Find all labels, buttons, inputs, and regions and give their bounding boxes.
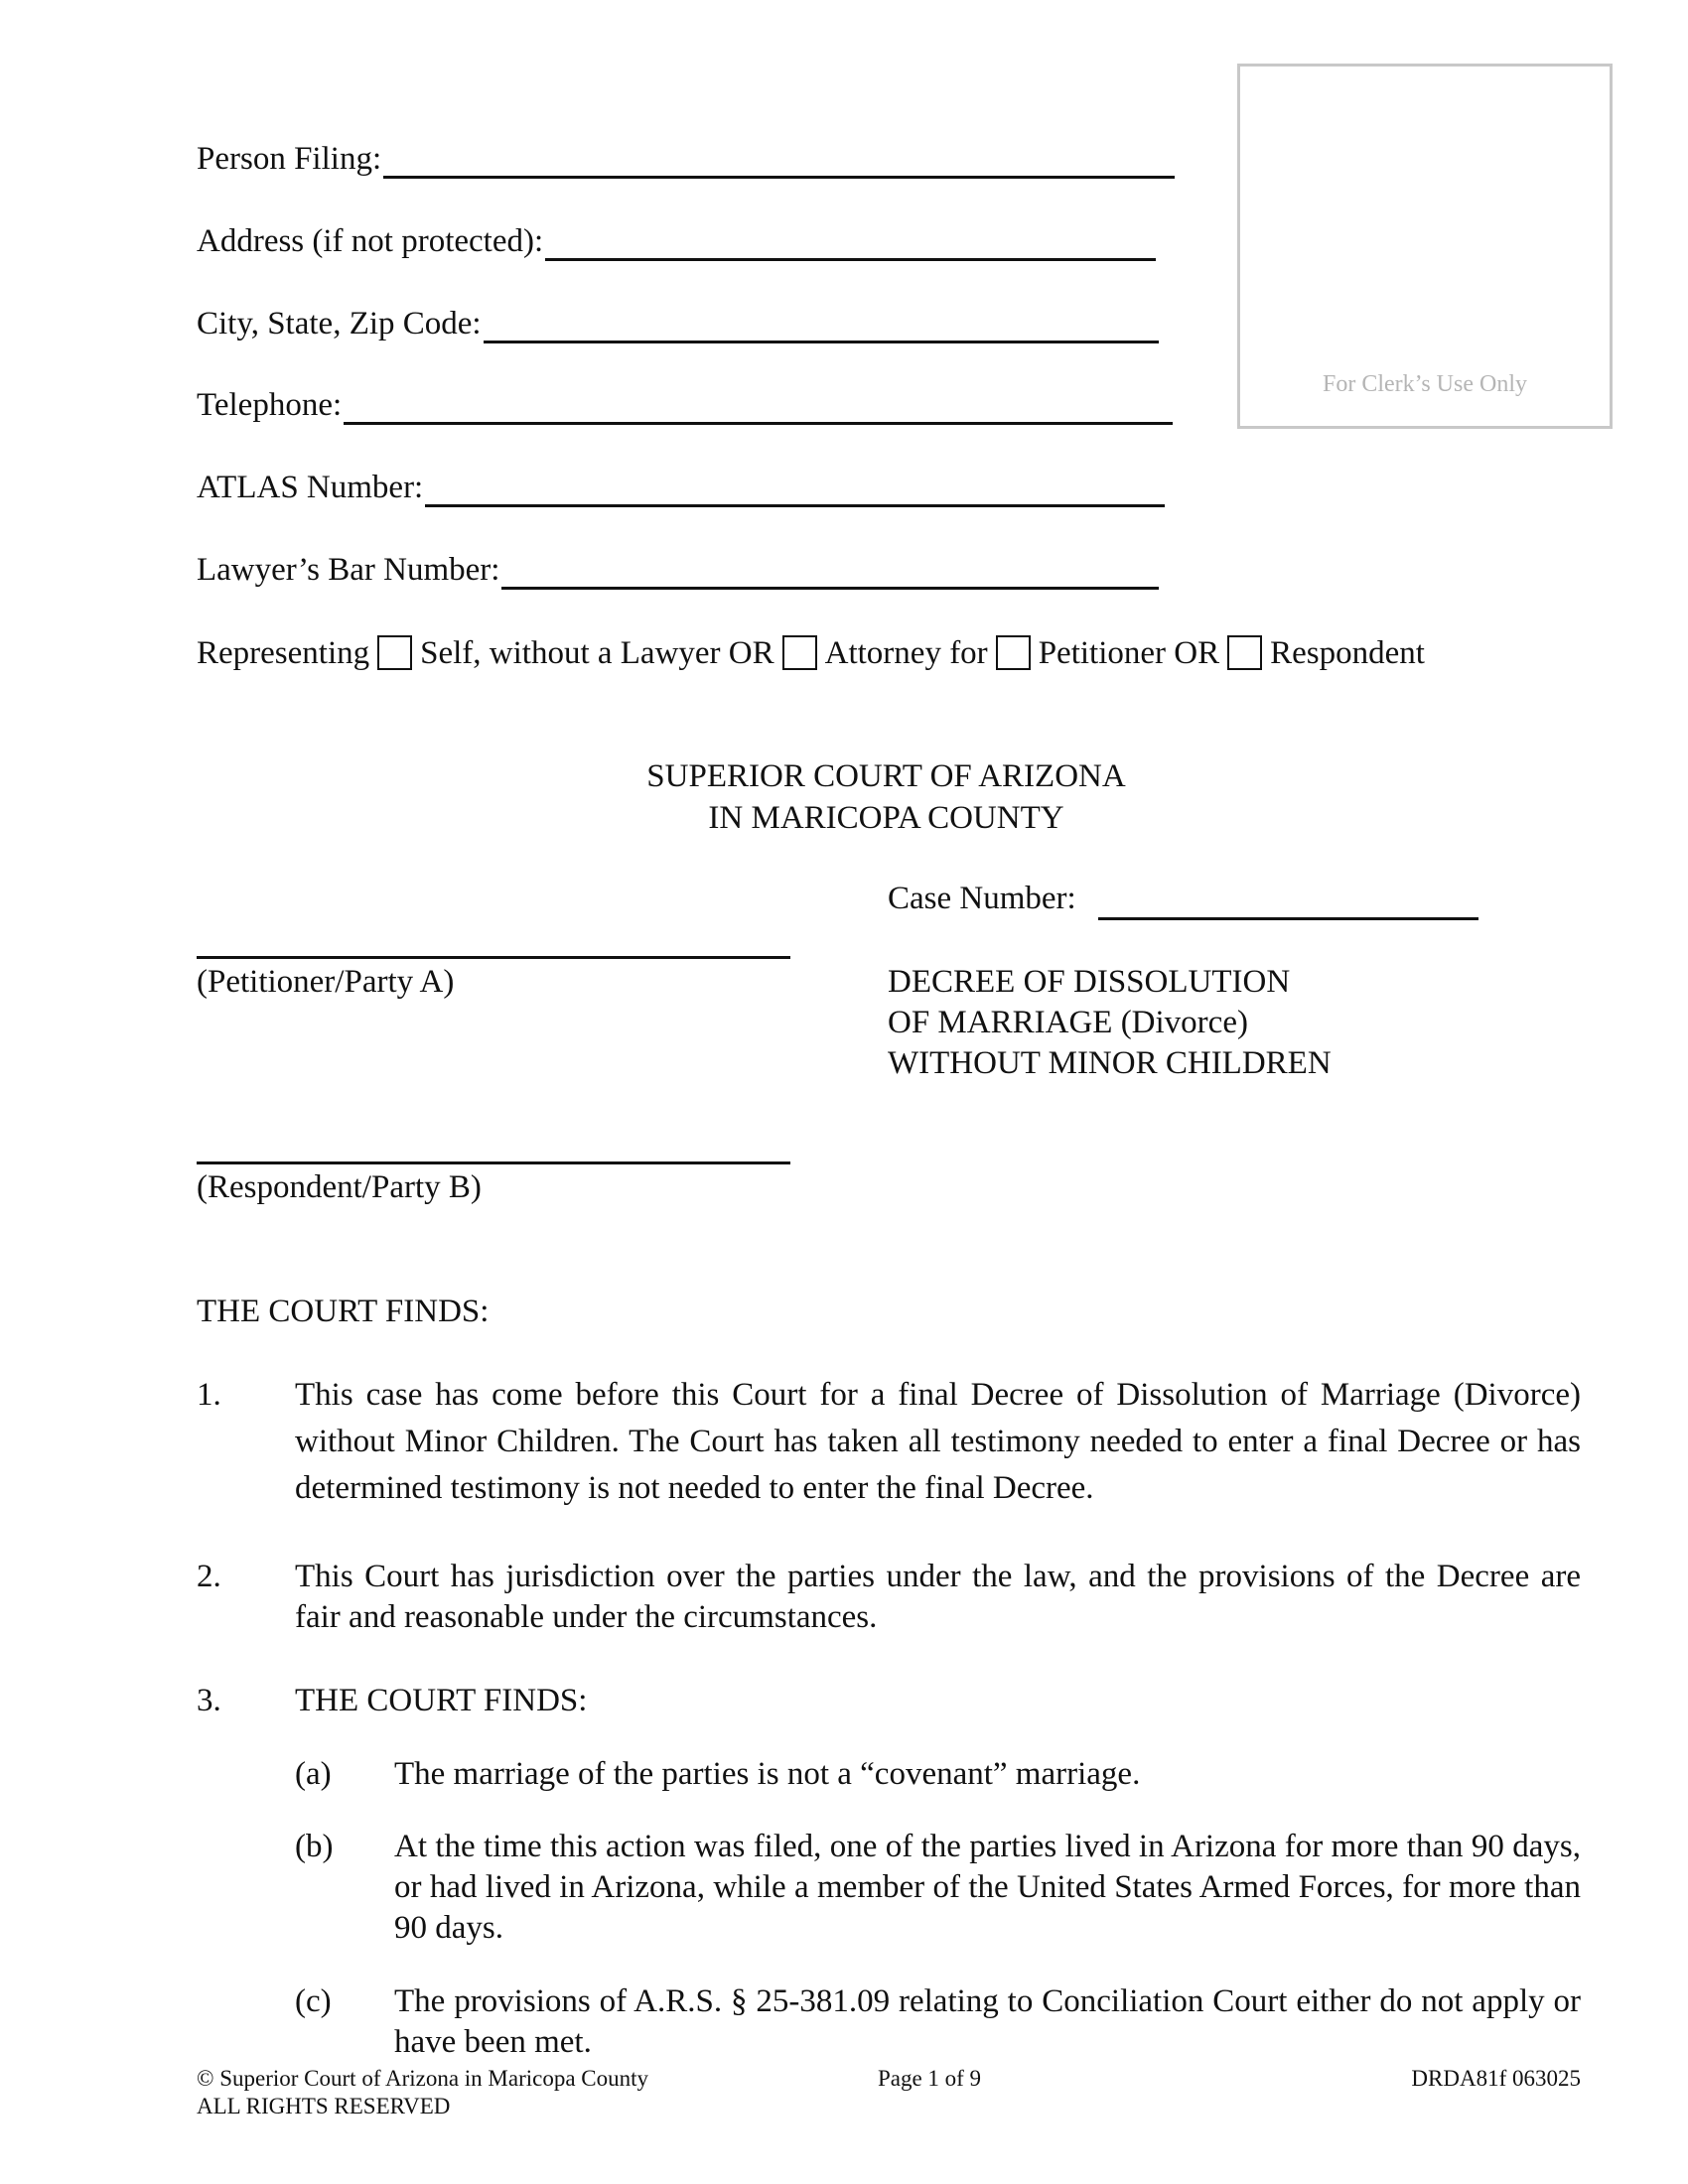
atlas-number-input[interactable] bbox=[425, 475, 1165, 507]
atlas-number-label: ATLAS Number: bbox=[197, 470, 424, 505]
self-option-label: Self, without a Lawyer OR bbox=[420, 635, 774, 671]
respondent-name-input[interactable] bbox=[197, 1134, 790, 1164]
footer-page-number: Page 1 of 9 bbox=[877, 2066, 982, 2091]
telephone-field bbox=[197, 385, 1173, 425]
petitioner-name-input[interactable] bbox=[197, 928, 790, 959]
court-name-line1: SUPERIOR COURT OF ARIZONA bbox=[646, 758, 1126, 794]
representing-label: Representing bbox=[197, 635, 370, 671]
city-state-zip-field bbox=[197, 304, 1159, 343]
subfinding-c-text: The provisions of A.R.S. § 25-381.09 relating to Conciliation Court either do not apply or have been met. bbox=[394, 1983, 1581, 2060]
city-state-zip-input[interactable] bbox=[484, 311, 1159, 343]
finding-3-number: 3. bbox=[197, 1683, 221, 1718]
footer-copyright: © Superior Court of Arizona in Maricopa County bbox=[197, 2066, 649, 2091]
finding-3-text: THE COURT FINDS: bbox=[295, 1683, 588, 1718]
footer-rights: ALL RIGHTS RESERVED bbox=[197, 2094, 451, 2118]
telephone-input[interactable] bbox=[344, 392, 1173, 425]
city-state-zip-label: City, State, Zip Code: bbox=[197, 306, 482, 341]
respondent-checkbox[interactable] bbox=[1227, 635, 1262, 670]
subfinding-a-text: The marriage of the parties is not a “covenant” marriage. bbox=[394, 1756, 1141, 1792]
representing-row bbox=[197, 633, 1425, 673]
case-number-label: Case Number: bbox=[888, 881, 1076, 916]
bar-number-input[interactable] bbox=[501, 557, 1159, 590]
document-title-line2: OF MARRIAGE (Divorce) bbox=[888, 1005, 1248, 1040]
telephone-label: Telephone: bbox=[197, 387, 343, 423]
case-number-input[interactable] bbox=[1098, 887, 1478, 920]
footer-form-code: DRDA81f 063025 bbox=[1411, 2066, 1581, 2091]
self-checkbox[interactable] bbox=[377, 635, 412, 670]
clerk-use-box bbox=[1237, 64, 1613, 429]
attorney-option-label: Attorney for bbox=[824, 635, 988, 671]
case-number-field bbox=[888, 879, 1076, 919]
petitioner-caption: (Petitioner/Party A) bbox=[197, 964, 455, 1000]
finding-2-text: This Court has jurisdiction over the parties under the law, and the provisions of the Decree are fair and reasonable under the circumstances. bbox=[295, 1559, 1581, 1635]
court-name bbox=[0, 755, 1688, 839]
address-input[interactable] bbox=[545, 228, 1156, 261]
bar-number-label: Lawyer’s Bar Number: bbox=[197, 552, 500, 588]
atlas-number-field bbox=[197, 468, 1165, 507]
subfinding-b-text: At the time this action was filed, one of the parties lived in Arizona for more than 90 days, or had lived in Arizona, while a member of the United States Armed Forces, for more than 90 days. bbox=[394, 1829, 1581, 1946]
footer-left bbox=[197, 2065, 648, 2120]
subfinding-a-letter: (a) bbox=[295, 1756, 332, 1792]
subfinding-c-letter: (c) bbox=[295, 1983, 332, 2019]
finding-2-number: 2. bbox=[197, 1559, 221, 1594]
person-filing-input[interactable] bbox=[383, 146, 1175, 179]
document-title-line3: WITHOUT MINOR CHILDREN bbox=[888, 1045, 1332, 1081]
address-field bbox=[197, 221, 1156, 261]
document-title bbox=[888, 962, 1332, 1084]
document-title-line1: DECREE OF DISSOLUTION bbox=[888, 964, 1291, 1000]
respondent-option-label: Respondent bbox=[1270, 635, 1425, 671]
respondent-caption: (Respondent/Party B) bbox=[197, 1169, 482, 1205]
court-name-line2: IN MARICOPA COUNTY bbox=[708, 800, 1064, 836]
attorney-checkbox[interactable] bbox=[782, 635, 817, 670]
bar-number-field bbox=[197, 550, 1159, 590]
subfinding-b-letter: (b) bbox=[295, 1829, 334, 1864]
findings-heading: THE COURT FINDS: bbox=[197, 1294, 490, 1329]
clerk-use-label: For Clerk’s Use Only bbox=[1323, 371, 1527, 397]
petitioner-option-label: Petitioner OR bbox=[1038, 635, 1220, 671]
finding-1-number: 1. bbox=[197, 1377, 221, 1413]
person-filing-label: Person Filing: bbox=[197, 141, 382, 177]
address-label: Address (if not protected): bbox=[197, 223, 544, 259]
finding-1-text: This case has come before this Court for a final Decree of Dissolution of Marriage (Divorce) without Minor Children. The Court has taken all testimony needed to enter a final Decree or has determined testimony is not needed to enter the final Decree. bbox=[295, 1377, 1581, 1506]
petitioner-checkbox[interactable] bbox=[996, 635, 1031, 670]
person-filing-field bbox=[197, 139, 1175, 179]
